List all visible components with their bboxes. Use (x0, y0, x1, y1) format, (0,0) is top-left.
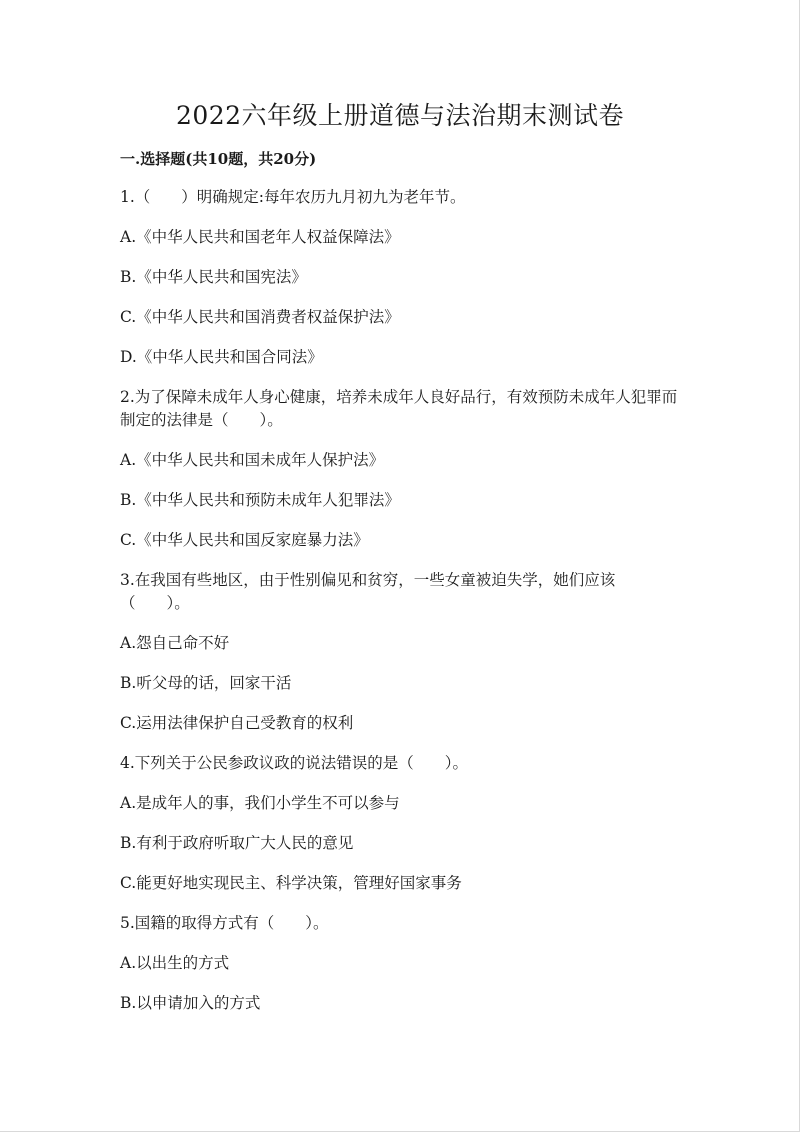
option-c: C.《中华人民共和国反家庭暴力法》 (120, 531, 369, 549)
question-5 (120, 912, 680, 1015)
option-b: B.以申请加入的方式 (120, 994, 261, 1012)
question-stem: 1.（ ）明确规定:每年农历九月初九为老年节。 (120, 188, 466, 206)
option-b: B.有利于政府听取广大人民的意见 (120, 834, 354, 852)
option-b: B.《中华人民共和国宪法》 (120, 268, 307, 286)
question-4 (120, 752, 680, 895)
option-c: C.《中华人民共和国消费者权益保护法》 (120, 308, 400, 326)
section-heading: 一.选择题(共10题，共20分) (120, 150, 317, 168)
option-b: B.听父母的话，回家干活 (120, 674, 292, 692)
exam-title: 2022六年级上册道德与法治期末测试卷 (175, 101, 625, 130)
question-stem: 4.下列关于公民参政议政的说法错误的是（ ）。 (120, 754, 469, 772)
option-a: A.是成年人的事，我们小学生不可以参与 (120, 794, 400, 812)
question-stem: 2.为了保障未成年人身心健康，培养未成年人良好品行，有效预防未成年人犯罪而制定的法律是（ ）。 (120, 388, 678, 429)
question-2 (120, 386, 680, 552)
option-a: A.《中华人民共和国老年人权益保障法》 (120, 228, 400, 246)
option-a: A.以出生的方式 (120, 954, 230, 972)
option-a: A.《中华人民共和国未成年人保护法》 (120, 451, 385, 469)
question-1 (120, 186, 680, 369)
question-stem: 3.在我国有些地区，由于性别偏见和贫穷，一些女童被迫失学，她们应该（ ）。 (120, 571, 616, 612)
exam-content (120, 148, 680, 1032)
option-c: C.能更好地实现民主、科学决策，管理好国家事务 (120, 874, 462, 892)
option-b: B.《中华人民共和预防未成年人犯罪法》 (120, 491, 400, 509)
option-a: A.怨自己命不好 (120, 634, 230, 652)
question-3 (120, 569, 680, 735)
option-c: C.运用法律保护自己受教育的权利 (120, 714, 354, 732)
option-d: D.《中华人民共和国合同法》 (120, 348, 323, 366)
question-stem: 5.国籍的取得方式有（ ）。 (120, 914, 329, 932)
